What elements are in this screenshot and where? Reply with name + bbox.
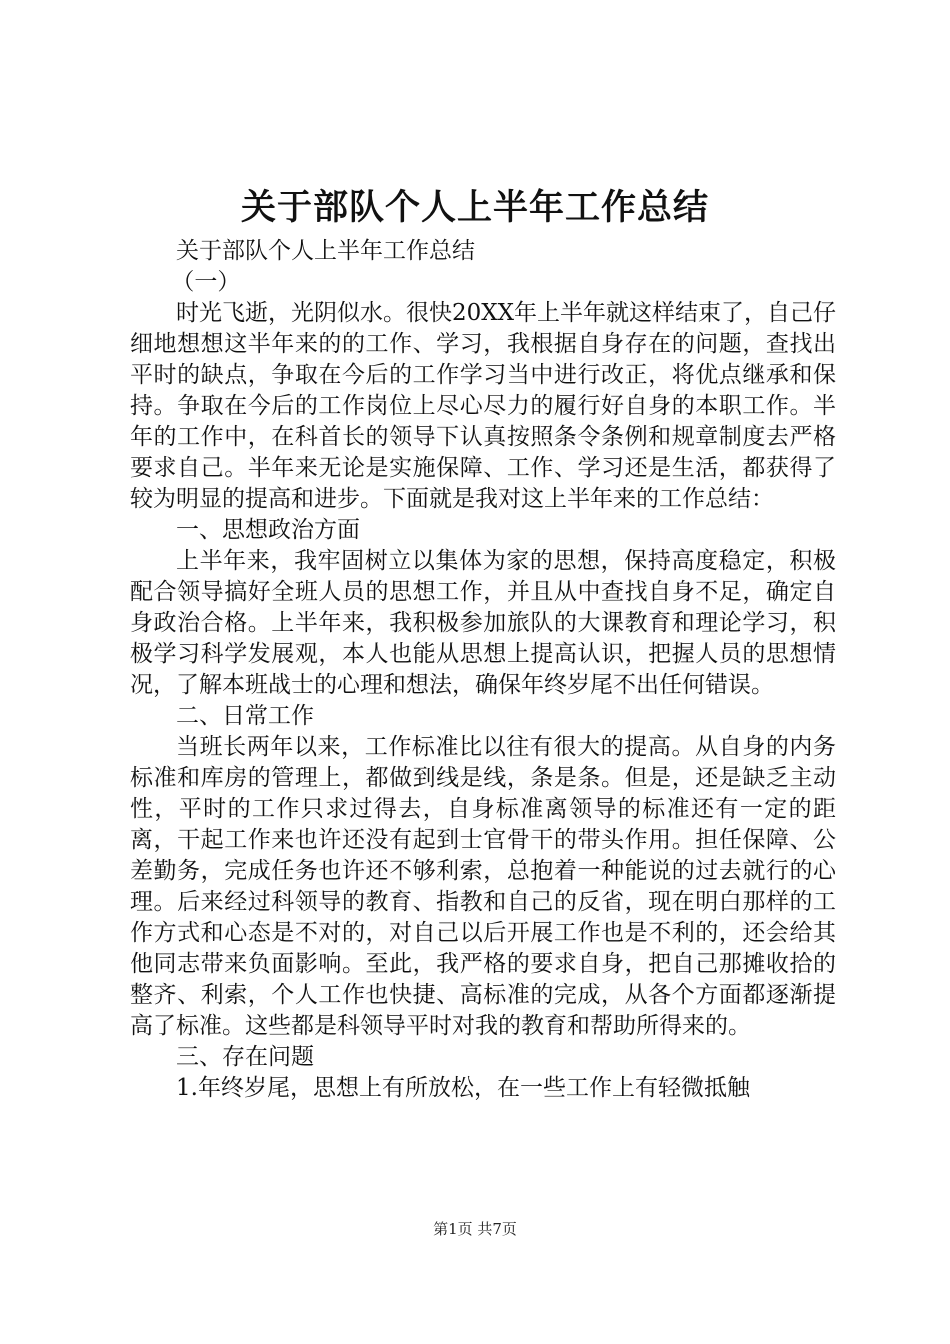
- problems-paragraph: 1.年终岁尾，思想上有所放松，在一些工作上有轻微抵触: [176, 1075, 750, 1101]
- section-number-paragraph: （一）: [171, 269, 241, 295]
- page-number-footer: 第1页 共7页: [433, 1220, 517, 1238]
- intro-paragraph: 时光飞逝，光阴似水。很快20XX年上半年就这样结束了，自己仔细地想想这半年来的的工作、学习，我根据自身存在的问题，查找出平时的缺点，争取在今后的工作学习当中进行改正，将优点继承和保持。争取在今后的工作岗位上尽心尽力的履行好自身的本职工作。半年的工作中，在科首长的领导下认真按照条令条例和规章制度去严格要求自己。半年来无论是实施保障、工作、学习还是生活，都获得了较为明显的提高和进步。下面就是我对这上半年来的工作总结：: [130, 300, 837, 512]
- daily-work-paragraph: 当班长两年以来，工作标准比以往有很大的提高。从自身的内务标准和库房的管理上，都做到线是线，条是条。但是，还是缺乏主动性，平时的工作只求过得去，自身标准离领导的标准还有一定的距离，干起工作来也许还没有起到士官骨干的带头作用。担任保障、公差勤务，完成任务也许还不够利索，总抱着一种能说的过去就行的心理。后来经过科领导的教育、指教和自己的反省，现在明白那样的工作方式和心态是不对的，对自己以后开展工作也是不利的，还会给其他同志带来负面影响。至此，我严格的要求自身，把自己那摊收拾的整齐、利索，个人工作也快捷、高标准的完成，从各个方面都逐渐提高了标准。这些都是科领导平时对我的教育和帮助所得来的。: [130, 734, 836, 1039]
- document-title: 关于部队个人上半年工作总结: [240, 187, 709, 228]
- document-body: [130, 236, 836, 1104]
- subtitle-paragraph: 关于部队个人上半年工作总结: [176, 238, 475, 264]
- section-heading-3: 三、存在问题: [176, 1044, 314, 1070]
- politics-paragraph: 上半年来，我牢固树立以集体为家的思想，保持高度稳定，积极配合领导搞好全班人员的思想工作，并且从中查找自身不足，确定自身政治合格。上半年来，我积极参加旅队的大课教育和理论学习，积极学习科学发展观，本人也能从思想上提高认识，把握人员的思想情况，了解本班战士的心理和想法，确保年终岁尾不出任何错误。: [130, 548, 836, 698]
- section-heading-2: 二、日常工作: [176, 703, 314, 729]
- section-heading-1: 一、思想政治方面: [176, 517, 360, 543]
